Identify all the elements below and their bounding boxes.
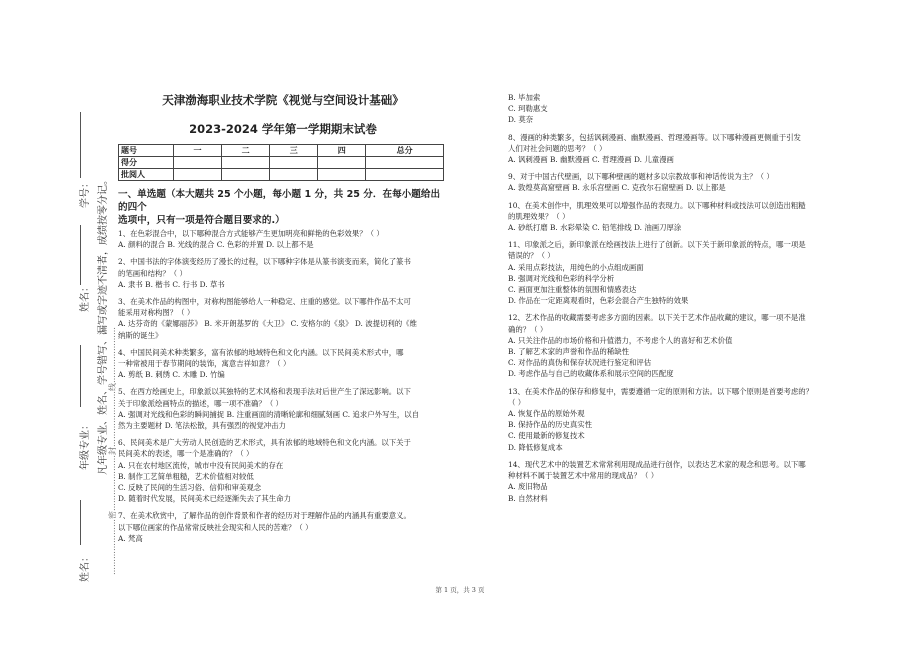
question-option: B. 保持作品的历史真实性 — [508, 420, 593, 430]
seat-label: 姓名： — [80, 552, 91, 582]
question-option: A. 只关注作品的市场价格和升值潜力，不考虑个人的喜好和艺术价值 — [508, 335, 733, 345]
question-options — [508, 335, 828, 380]
question-options — [118, 318, 448, 340]
score-table-header — [119, 145, 444, 157]
score-table-row — [119, 169, 444, 181]
question-options — [508, 481, 828, 503]
question-option: C. 珂勒惠支 — [508, 104, 548, 114]
question-options — [118, 369, 448, 380]
question-stem: 13、在美术作品的保存和修复中，需要遵循一定的原则和方法。以下哪个原则是首要考虑的？ — [508, 386, 814, 396]
question-option: A. 颜料的混合 B. 光线的混合 C. 色彩的并置 D. 以上都不是 — [118, 240, 314, 250]
question-option: B. 自然材料 — [508, 493, 548, 503]
question-options — [508, 182, 828, 193]
score-table-row — [119, 157, 444, 169]
question-option: A. 强调对光线和色彩的瞬间捕捉 B. 注重画面的清晰轮廓和细腻刻画 C. 追求户外写生，以自 — [118, 409, 420, 419]
seat-line — [80, 500, 81, 545]
question-stem: 6、民间美术是广大劳动人民创造的艺术形式，具有浓郁的地域特色和文化内涵。以下关于 — [118, 438, 411, 448]
question-stem: 的笔画和结构？（ ） — [118, 268, 187, 278]
score-table-cell: 四 — [318, 145, 366, 157]
question-option: D. 作品在一定距离观看时，色彩会混合产生独特的效果 — [508, 296, 689, 306]
student-id-label: 学号： — [80, 178, 91, 208]
score-table-cell: 三 — [270, 145, 318, 157]
question-item — [118, 386, 448, 431]
score-table-cell — [222, 157, 270, 169]
student-id-line — [80, 112, 81, 178]
question-option: 然为主要题材 D. 笔法松散，具有强烈的视觉冲击力 — [118, 421, 286, 431]
binding-margin — [0, 0, 117, 651]
question-item — [508, 200, 828, 234]
question-stem: 的肌理效果？（ ） — [508, 211, 570, 221]
question-stem: 12、艺术作品的收藏需要考虑多方面的因素。以下关于艺术作品收藏的建议，哪一项不是准 — [508, 313, 806, 323]
question-item — [508, 459, 828, 504]
question-stem: 人们对社会问题的思考？（ ） — [508, 143, 607, 153]
question-options — [508, 408, 828, 453]
question-item — [118, 510, 448, 544]
question-stem: 3、在美术作品的构图中，对称构图能够给人一种稳定、庄重的感觉。以下哪件作品不太可 — [118, 297, 411, 307]
question-item — [118, 347, 448, 381]
section-heading-line: 选项中，只有一项是符合题目要求的.） — [118, 215, 285, 226]
question-item — [508, 92, 828, 126]
question-stem: 8、漫画的种类繁多，包括讽刺漫画、幽默漫画、哲理漫画等。以下哪种漫画更侧重于引发 — [508, 132, 801, 142]
score-table-cell — [318, 169, 366, 181]
question-stem: 关于印象派绘画特点的描述，哪一项不准确？（ ） — [118, 398, 283, 408]
question-item — [508, 132, 828, 166]
question-option: B. 毕加索 — [508, 93, 541, 102]
question-item — [508, 386, 828, 453]
score-table-cell: 总分 — [366, 145, 444, 157]
question-option: A. 只在农村地区流传，城市中没有民间美术的存在 — [118, 460, 284, 470]
question-option: C. 对作品的真伪和保存状况进行鉴定和评估 — [508, 358, 652, 368]
question-stem: 10、在美术创作中，肌理效果可以增强作品的表现力。以下哪种材料或技法可以创造出粗糙 — [508, 200, 806, 210]
question-stem: 9、对于中国古代壁画，以下哪种壁画的题材多以宗教故事和神话传说为主？（ ） — [508, 172, 774, 182]
question-item — [508, 171, 828, 193]
question-option: 纳斯的诞生》 — [118, 330, 163, 340]
question-option: A. 讽刺漫画 B. 幽默漫画 C. 哲理漫画 D. 儿童漫画 — [508, 155, 674, 165]
score-table-cell — [366, 157, 444, 169]
score-table — [118, 144, 444, 181]
score-table-cell: 一 — [174, 145, 222, 157]
question-item — [118, 296, 448, 341]
question-option: C. 画面更加注重整体的氛围和情感表达 — [508, 285, 637, 295]
grade-major-line — [80, 345, 81, 407]
question-options — [118, 239, 448, 250]
question-options — [118, 279, 448, 290]
question-option: A. 恢复作品的原始外观 — [508, 409, 585, 419]
question-stem: 错误的？（ ） — [508, 251, 555, 261]
question-option: C. 使用最新的修复技术 — [508, 431, 585, 441]
right-question-list — [508, 92, 828, 504]
score-table-cell: 批阅人 — [119, 169, 174, 181]
question-stem: 1、在色彩混合中，以下哪种混合方式能够产生更加明亮和鲜艳的色彩效果？（ ） — [118, 229, 384, 238]
question-option: D. 考虑作品与自己的收藏体系和展示空间的匹配度 — [508, 369, 674, 379]
score-table-cell — [318, 157, 366, 169]
question-item — [118, 256, 448, 290]
question-stem: 2、中国书法的字体演变经历了漫长的过程，以下哪种字体是从篆书演变而来，简化了篆书 — [118, 257, 411, 267]
score-table-cell — [222, 169, 270, 181]
question-option: A. 砂纸打磨 B. 水彩晕染 C. 铅笔排线 D. 油画刀厚涂 — [508, 223, 682, 233]
question-stem: 民间美术的表述，哪一个是准确的？（ ） — [118, 449, 254, 459]
question-options — [118, 409, 448, 431]
score-table-cell — [174, 169, 222, 181]
question-item — [508, 312, 828, 379]
question-options — [118, 533, 448, 544]
question-stem: （ ） — [508, 397, 526, 407]
question-option: A. 废旧物品 — [508, 482, 548, 492]
question-stem: 11、印象派之后，新印象派在绘画技法上进行了创新。以下关于新印象派的特点，哪一项是 — [508, 240, 806, 250]
question-stem: 种材料不属于装置艺术中常用的现成品？（ ） — [508, 471, 659, 481]
right-column — [508, 92, 828, 510]
question-options — [508, 154, 828, 165]
exam-title: 天津渤海职业技术学院《视觉与空间设计基础》 — [162, 93, 404, 107]
section-heading-line: 一、单选题（本大题共 25 个小题，每小题 1 分，共 25 分．在每小题给出的四个 — [118, 189, 441, 213]
question-option: C. 反映了民间的生活习俗、信仰和审美观念 — [118, 483, 262, 493]
score-table-cell: 题号 — [119, 145, 174, 157]
section-heading — [118, 188, 448, 227]
question-stem: 一种常被用于春节期间的装饰，寓意吉祥如意？（ ） — [118, 359, 291, 369]
question-option: D. 降低修复成本 — [508, 442, 563, 452]
left-question-list — [118, 228, 448, 544]
question-option: B. 强调对光线和色彩的科学分析 — [508, 273, 615, 283]
question-stem: 14、现代艺术中的装置艺术常常利用现成品进行创作，以表达艺术家的观念和思考。以下哪 — [508, 459, 806, 469]
question-option: A. 采用点彩技法，用纯色的小点组成画面 — [508, 262, 644, 272]
question-option: A. 敦煌莫高窟壁画 B. 永乐宫壁画 C. 克孜尔石窟壁画 D. 以上都是 — [508, 183, 726, 193]
grade-major-label: 年级专业： — [80, 420, 91, 470]
name-line — [80, 225, 81, 285]
question-option: B. 了解艺术家的声誉和作品的稀缺性 — [508, 347, 629, 357]
score-table-cell: 二 — [222, 145, 270, 157]
page-footer: 第 1 页，共 3 页 — [435, 586, 485, 594]
question-option: D. 莫奈 — [508, 115, 534, 125]
question-stem: 5、在西方绘画史上，印象派以其独特的艺术风格和表现手法对后世产生了深远影响。以下 — [118, 387, 411, 397]
question-option: A. 隶书 B. 楷书 C. 行书 D. 草书 — [118, 279, 225, 289]
exam-subtitle: 2023-2024 学年第一学期期末试卷 — [189, 122, 377, 136]
cut-line-text: …………………密…………………封…………………线………………… — [108, 327, 117, 575]
question-option: A. 达芬奇的《蒙娜丽莎》 B. 米开朗基罗的《大卫》 C. 安格尔的《泉》 D. 波提切利的《维 — [118, 319, 417, 329]
question-stem: 确的？（ ） — [508, 324, 548, 334]
score-table-cell — [270, 169, 318, 181]
score-table-cell: 得分 — [119, 157, 174, 169]
score-table-cell — [174, 157, 222, 169]
question-option: A. 剪纸 B. 刺绣 C. 木雕 D. 竹编 — [118, 370, 225, 380]
exam-note: 凡年级专业、姓名、学号错写、漏写或字迹不清者，成绩按零分记。 — [98, 175, 109, 475]
question-option: A. 梵高 — [118, 533, 143, 543]
question-item — [508, 239, 828, 306]
question-item — [118, 228, 448, 250]
question-options — [508, 222, 828, 233]
question-options — [508, 92, 828, 126]
score-table-cell — [366, 169, 444, 181]
question-stem: 7、在美术欣赏中，了解作品的创作背景和作者的经历对于理解作品的内涵具有重要意义。 — [118, 511, 411, 521]
name-label: 姓名： — [80, 282, 91, 312]
score-table-cell — [270, 157, 318, 169]
question-item — [118, 437, 448, 504]
question-stem: 能采用对称构图？（ ） — [118, 308, 195, 318]
left-column — [118, 92, 448, 550]
question-options — [118, 460, 448, 505]
question-options — [508, 262, 828, 307]
question-stem: 以下哪位画家的作品常常反映社会现实和人民的苦难？（ ） — [118, 522, 313, 532]
question-option: D. 随着时代发展，民间美术已经逐渐失去了其生命力 — [118, 494, 291, 504]
question-stem: 4、中国民间美术种类繁多，富有浓郁的地域特色和文化内涵。以下民间美术形式中，哪 — [118, 347, 404, 357]
question-option: B. 制作工艺简单粗糙，艺术价值相对较低 — [118, 471, 254, 481]
